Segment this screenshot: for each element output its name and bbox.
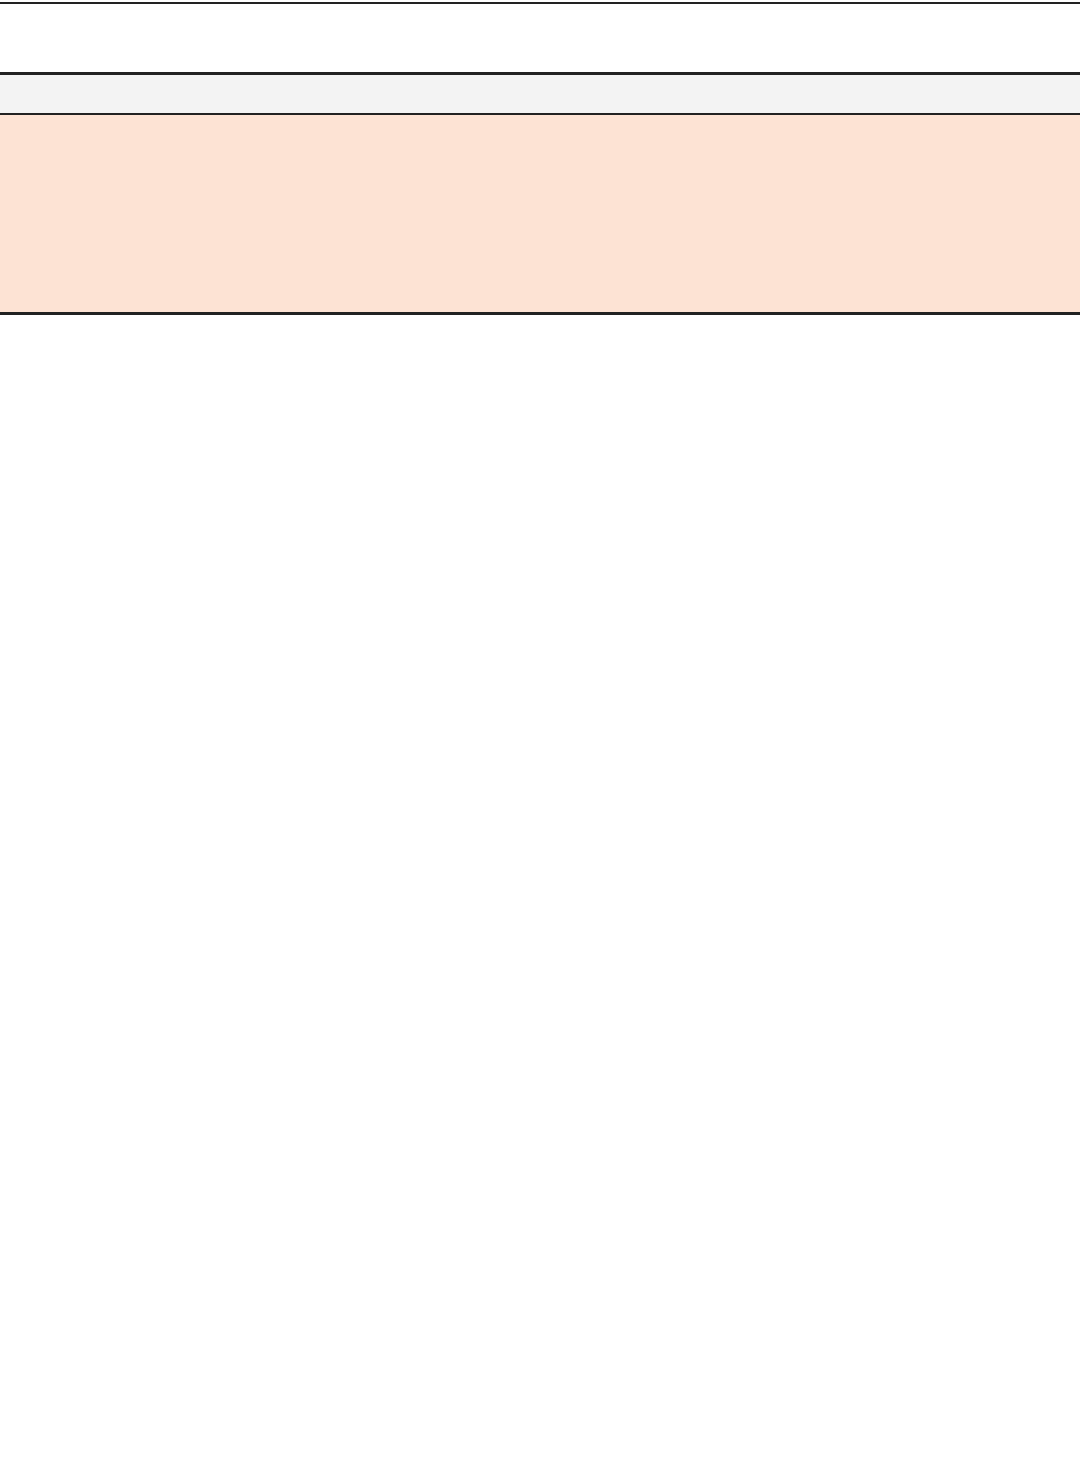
column-header-area [10,115,246,314]
header-rule [0,312,1080,315]
column-header-totales [421,115,503,314]
column-header-concluidas [586,115,668,314]
column-header-solucionado [750,115,832,314]
group-header-band [0,75,1080,113]
column-header-admitidas [668,115,750,314]
column-header-inst-parte [256,115,338,314]
column-header-remitidas [998,115,1080,314]
column-header-en-tramite [503,115,585,314]
top-rule [0,2,1080,4]
column-header-no-admitidas [833,115,915,314]
column-header-oficio [338,115,420,314]
column-header-desistimientos [915,115,997,314]
